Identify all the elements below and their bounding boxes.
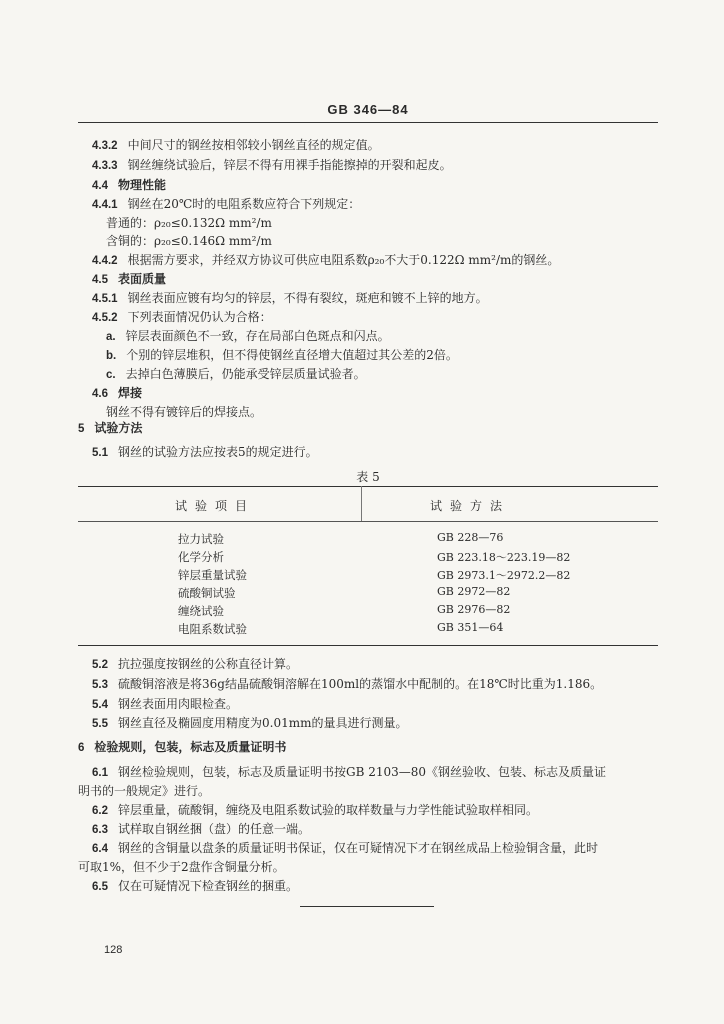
clause-4-4-1 bbox=[92, 196, 360, 213]
page-number: 128 bbox=[104, 944, 123, 956]
clause-6-1 bbox=[92, 764, 606, 781]
table-cell-item: 化学分析 bbox=[178, 550, 224, 564]
clause-text: 钢丝的含铜量以盘条的质量证明书保证，仅在可疑情况下才在钢丝成品上检验铜含量，此时 bbox=[118, 841, 599, 855]
clause-text: 钢丝缠绕试验后，锌层不得有用裸手指能擦掉的开裂和起皮。 bbox=[127, 158, 452, 172]
clause-5-3 bbox=[92, 676, 602, 693]
clause-text: 硫酸铜溶液是将36g结晶硫酸铜溶解在100ml的蒸馏水中配制的。在18℃时比重为1.186。 bbox=[118, 677, 603, 691]
table-cell-method: GB 228—76 bbox=[437, 531, 504, 544]
heading-text: 焊接 bbox=[118, 386, 143, 400]
clause-text: 根据需方要求，并经双方协议可供应电阻系数ρ₂₀不大于0.122Ω mm²/m的钢丝。 bbox=[127, 253, 560, 267]
formula-text: 含铜的：ρ₂₀≤0.146Ω mm²/m bbox=[106, 234, 272, 248]
heading-4-6 bbox=[92, 385, 142, 402]
clause-5-2 bbox=[92, 656, 298, 673]
clause-text: 中间尺寸的钢丝按相邻较小钢丝直径的规定值。 bbox=[127, 138, 380, 152]
table-cell-method: GB 2972—82 bbox=[437, 585, 511, 598]
section-6-heading bbox=[78, 739, 286, 756]
clause-4-5-2 bbox=[92, 309, 272, 326]
table-column-divider bbox=[361, 486, 362, 521]
clause-number: 5.4 bbox=[92, 699, 108, 711]
item-text: 去掉白色薄膜后，仍能承受锌层质量试验者。 bbox=[125, 367, 366, 381]
table-cell-item: 缠绕试验 bbox=[178, 604, 224, 618]
table-cell-item: 电阻系数试验 bbox=[178, 622, 247, 636]
clause-number: 5.2 bbox=[92, 659, 108, 671]
clause-number: 6.4 bbox=[92, 843, 108, 855]
header-rule bbox=[78, 122, 658, 123]
clause-text: 钢丝在20℃时的电阻系数应符合下列规定： bbox=[127, 197, 361, 211]
item-text: 个别的锌层堆积，但不得使钢丝直径增大值超过其公差的2倍。 bbox=[126, 348, 458, 362]
section-5-heading bbox=[78, 420, 142, 437]
heading-4-4 bbox=[92, 177, 166, 194]
clause-number: 5.3 bbox=[92, 679, 108, 691]
clause-number: 4.5.2 bbox=[92, 312, 118, 324]
formula-ordinary bbox=[106, 215, 272, 231]
clause-4-4-2 bbox=[92, 252, 559, 269]
table-cell-method: GB 2973.1～2972.2—82 bbox=[437, 569, 571, 582]
clause-text: 钢丝表面用肉眼检查。 bbox=[118, 697, 239, 711]
clause-number: 4.5 bbox=[92, 274, 108, 286]
clause-text: 可取1%，但不少于2盘作含铜量分析。 bbox=[78, 860, 285, 874]
item-a bbox=[106, 328, 390, 345]
clause-text: 锌层重量，硫酸铜，缠绕及电阻系数试验的取样数量与力学性能试验取样相同。 bbox=[118, 803, 539, 817]
clause-text: 钢丝不得有镀锌后的焊接点。 bbox=[106, 405, 263, 419]
table-cell-item: 锌层重量试验 bbox=[178, 568, 247, 582]
clause-4-3-3 bbox=[92, 157, 452, 174]
clause-text: 钢丝直径及椭圆度用精度为0.01mm的量具进行测量。 bbox=[118, 716, 408, 730]
clause-5-1 bbox=[92, 444, 318, 461]
item-letter: b. bbox=[106, 350, 117, 362]
clause-6-4-cont bbox=[78, 859, 285, 875]
clause-4-5-1 bbox=[92, 290, 488, 307]
clause-number: 4.4 bbox=[92, 180, 108, 192]
clause-6-5 bbox=[92, 878, 298, 895]
item-c bbox=[106, 366, 366, 383]
item-text: 锌层表面颜色不一致，存在局部白色斑点和闪点。 bbox=[125, 329, 390, 343]
clause-5-5 bbox=[92, 715, 407, 732]
table-cell-method: GB 223.18～223.19—82 bbox=[437, 551, 571, 564]
heading-text: 试验方法 bbox=[94, 421, 143, 435]
clause-number: 4.4.1 bbox=[92, 199, 118, 211]
clause-6-3 bbox=[92, 821, 310, 838]
heading-text: 物理性能 bbox=[118, 178, 167, 192]
clause-4-6-text bbox=[106, 404, 262, 420]
formula-copper bbox=[106, 233, 272, 249]
clause-number: 5.5 bbox=[92, 718, 108, 730]
clause-6-1-cont bbox=[78, 783, 210, 799]
clause-number: 5.1 bbox=[92, 447, 108, 459]
clause-number: 6.2 bbox=[92, 805, 108, 817]
clause-text: 试样取自钢丝捆（盘）的任意一端。 bbox=[118, 822, 311, 836]
heading-text: 检验规则，包装，标志及质量证明书 bbox=[94, 740, 287, 754]
table-cell-item: 拉力试验 bbox=[178, 532, 224, 546]
clause-number: 6.3 bbox=[92, 824, 108, 836]
clause-text: 下列表面情况仍认为合格： bbox=[127, 310, 272, 324]
item-letter: c. bbox=[106, 369, 116, 381]
table-header-rule bbox=[78, 521, 658, 522]
clause-text: 钢丝的试验方法应按表5的规定进行。 bbox=[118, 445, 318, 459]
page-header: GB 346—84 bbox=[327, 102, 409, 117]
clause-text: 钢丝表面应镀有均匀的锌层，不得有裂纹，斑疤和镀不上锌的地方。 bbox=[127, 291, 488, 305]
clause-text: 钢丝检验规则，包装，标志及质量证明书按GB 2103—80《钢丝验收、包装、标志及质量证 bbox=[118, 765, 607, 779]
clause-number: 6.5 bbox=[92, 881, 108, 893]
clause-number: 4.5.1 bbox=[92, 293, 118, 305]
clause-text: 仅在可疑情况下检查钢丝的捆重。 bbox=[118, 879, 299, 893]
table-cell-method: GB 2976—82 bbox=[437, 603, 511, 616]
clause-text: 明书的一般规定》进行。 bbox=[78, 784, 211, 798]
table-top-rule bbox=[78, 486, 658, 487]
clause-number: 4.4.2 bbox=[92, 255, 118, 267]
clause-6-2 bbox=[92, 802, 538, 819]
clause-5-4 bbox=[92, 696, 238, 713]
table-caption: 表 5 bbox=[356, 470, 380, 484]
clause-number: 4.6 bbox=[92, 388, 108, 400]
formula-text: 普通的：ρ₂₀≤0.132Ω mm²/m bbox=[106, 216, 272, 230]
clause-number: 5 bbox=[78, 423, 85, 435]
table-cell-item: 硫酸铜试验 bbox=[178, 586, 236, 600]
clause-number: 6.1 bbox=[92, 767, 108, 779]
table-bottom-rule bbox=[78, 645, 658, 646]
table-header-item: 试验项目 bbox=[175, 499, 256, 513]
clause-number: 4.3.3 bbox=[92, 160, 118, 172]
table-cell-method: GB 351—64 bbox=[437, 621, 504, 634]
clause-6-4 bbox=[92, 840, 598, 857]
heading-4-5 bbox=[92, 271, 166, 288]
item-b bbox=[106, 347, 458, 364]
table-header-method: 试验方法 bbox=[430, 499, 511, 513]
clause-text: 抗拉强度按钢丝的公称直径计算。 bbox=[118, 657, 299, 671]
item-letter: a. bbox=[106, 331, 116, 343]
heading-text: 表面质量 bbox=[118, 272, 167, 286]
clause-number: 6 bbox=[78, 742, 85, 754]
clause-number: 4.3.2 bbox=[92, 140, 118, 152]
clause-4-3-2 bbox=[92, 137, 380, 154]
end-rule bbox=[300, 906, 434, 907]
